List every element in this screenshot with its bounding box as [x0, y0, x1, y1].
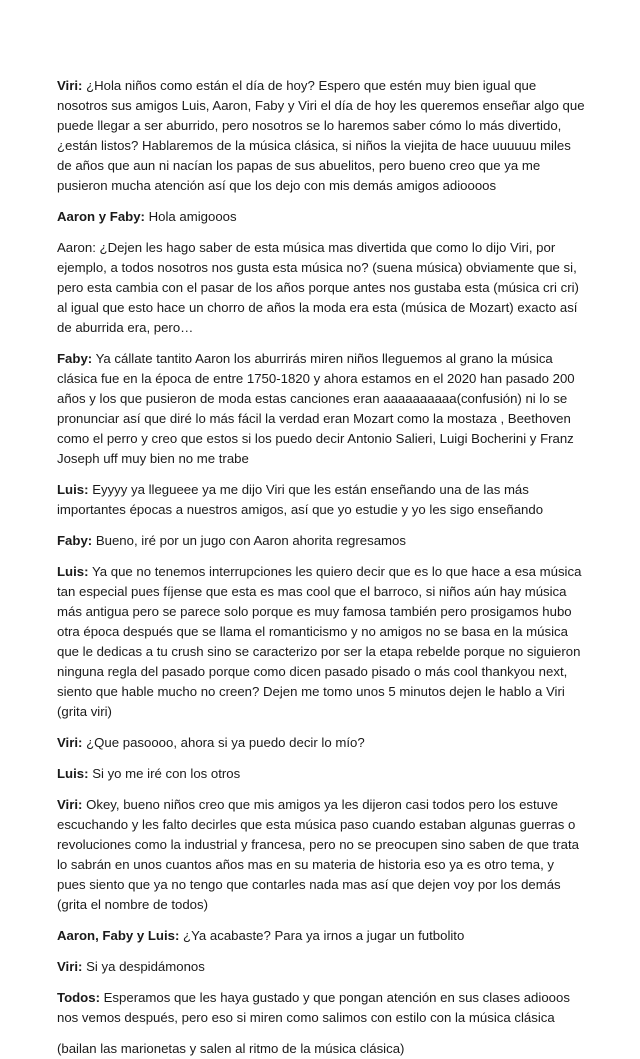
- dialogue-text: ¿Ya acabaste? Para ya irnos a jugar un futbolito: [183, 928, 465, 943]
- dialogue-text: Hola amigooos: [148, 209, 237, 224]
- speaker-label: Aaron, Faby y Luis:: [57, 928, 180, 943]
- dialogue-luis-exit: [57, 764, 586, 784]
- dialogue-group-question: [57, 926, 586, 946]
- dialogue-luis-explains: [57, 562, 586, 722]
- dialogue-luis-arrives: [57, 480, 586, 520]
- dialogue-text: ¿Hola niños como están el día de hoy? Espero que estén muy bien igual que nosotros sus amigos Luis, Aaron, Faby y Viri el día de hoy les queremos enseñar algo que puede llegar a ser aburrido, pero nosotros se lo haremos saber cómo lo más divertido, ¿están listos? Hablaremos de la música clásica, si niños la viejita de hace uuuuuu miles de años que aun ni nacían los papas de sus abuelitos, pero bueno creo que ya me pusieron mucha atención así que los dejo con mis demás amigos adioooos: [57, 78, 585, 193]
- dialogue-aaron-faby-greeting: [57, 207, 586, 227]
- speaker-label: Todos:: [57, 990, 100, 1005]
- dialogue-viri-returns: [57, 733, 586, 753]
- dialogue-text: Bueno, iré por un jugo con Aaron ahorita regresamos: [95, 533, 406, 548]
- speaker-label: Viri:: [57, 959, 83, 974]
- dialogue-todos-farewell: [57, 988, 586, 1028]
- dialogue-text: Ya cállate tantito Aaron los aburrirás miren niños lleguemos al grano la música clásica fue en la época de entre 1750-1820 y ahora estamos en el 2020 han pasado 200 años y los que pusieron de moda estas canciones eran aaaaaaaaaa(confusión) ni lo se pronunciar así que diré lo más fácil la verdad eran Mozart como la mostaza , Beethoven como el perro y creo que estos si los puedo decir Antonio Salieri, Luigi Bocherini y Franz Joseph uff muy bien no me trabe: [57, 351, 575, 466]
- speaker-label: Faby:: [57, 351, 93, 366]
- dialogue-viri-intro: [57, 76, 586, 196]
- stage-direction: [57, 1039, 586, 1059]
- dialogue-viri-goodbye: [57, 957, 586, 977]
- dialogue-text: ¿Que pasoooo, ahora si ya puedo decir lo mío?: [86, 735, 365, 750]
- dialogue-faby-leaves: [57, 531, 586, 551]
- dialogue-aaron: [57, 238, 586, 338]
- dialogue-text: Okey, bueno niños creo que mis amigos ya les dijeron casi todos pero los estuve escuchando y les falto decirles que esta música paso cuando estaban algunas guerras o revoluciones como la industrial y francesa, pero no se preocupen sino saben de que trata lo sabrán en unos cuantos años mas en su materia de historia eso ya es otro tema, y pues siento que ya no tengo que contarles nada mas así que dejen voy por los demás (grita el nombre de todos): [57, 797, 579, 912]
- dialogue-faby-history: [57, 349, 586, 469]
- dialogue-text: Eyyyy ya llegueee ya me dijo Viri que les están enseñando una de las más importantes épocas a nuestros amigos, así que yo estudie y yo les sigo enseñando: [57, 482, 544, 517]
- dialogue-viri-wrapup: [57, 795, 586, 915]
- dialogue-text: Si yo me iré con los otros: [92, 766, 241, 781]
- speaker-label: Luis:: [57, 482, 89, 497]
- speaker-label: Viri:: [57, 735, 83, 750]
- speaker-label: Luis:: [57, 564, 89, 579]
- dialogue-text: Si ya despidámonos: [86, 959, 205, 974]
- dialogue-text: Esperamos que les haya gustado y que pongan atención en sus clases adiooos nos vemos después, pero eso si miren como salimos con estilo con la música clásica: [57, 990, 570, 1025]
- dialogue-text: Aaron: ¿Dejen les hago saber de esta música mas divertida que como lo dijo Viri, por ejemplo, a todos nosotros nos gusta esta música no? (suena música) obviamente que si, pero esta cambia con el pasar de los años porque antes nos gustaba esta (música cri cri) al igual que esto hace un chorro de años la moda era esta (música de Mozart) exacto así de aburrida era, pero…: [57, 240, 579, 335]
- speaker-label: Luis:: [57, 766, 89, 781]
- dialogue-text: Ya que no tenemos interrupciones les quiero decir que es lo que hace a esa música tan especial pues fíjense que esta es mas cool que el barroco, si niños aún hay música más antigua pero se parece solo porque es muy famosa también pero prosigamos hubo otra época después que se llama el romanticismo y no amigos no se basa en la música que le dedicas a tu crush sino se caracterizo por ser la etapa rebelde porque no siguieron ninguna regla del pasado porque como dicen pasado pisado o más cool thankyou next, siento que hable mucho no creen? Dejen me tomo unos 5 minutos dejen le hablo a Viri (grita viri): [57, 564, 582, 719]
- dialogue-text: (bailan las marionetas y salen al ritmo de la música clásica): [57, 1041, 405, 1056]
- speaker-label: Faby:: [57, 533, 93, 548]
- speaker-label: Viri:: [57, 78, 83, 93]
- speaker-label: Aaron y Faby:: [57, 209, 145, 224]
- speaker-label: Viri:: [57, 797, 83, 812]
